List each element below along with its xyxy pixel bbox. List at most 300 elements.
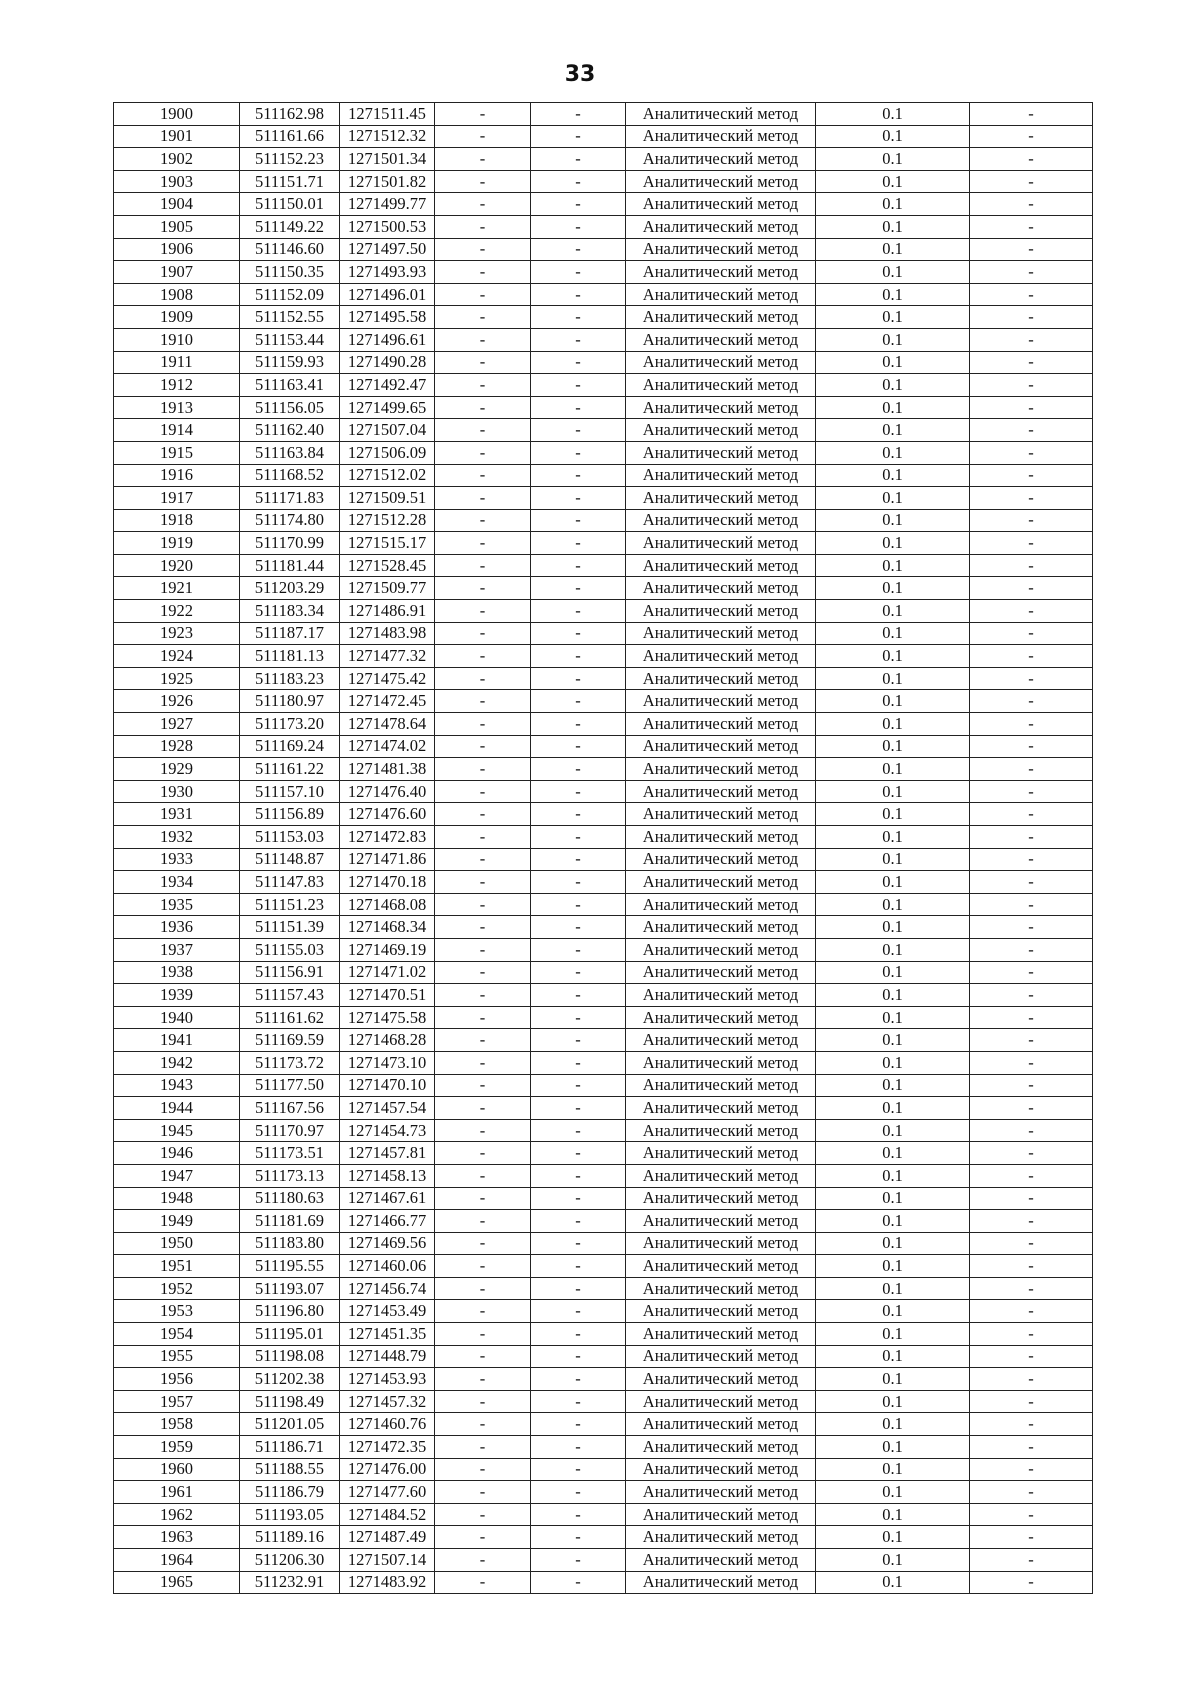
dash-cell: -	[531, 1571, 626, 1594]
dash-cell: -	[435, 306, 531, 329]
dash-cell: -	[435, 1436, 531, 1459]
method-cell: Аналитический метод	[626, 1300, 816, 1323]
method-cell: Аналитический метод	[626, 125, 816, 148]
method-cell: Аналитический метод	[626, 261, 816, 284]
point-number-cell: 1911	[114, 351, 240, 374]
accuracy-cell: 0.1	[816, 667, 970, 690]
method-cell: Аналитический метод	[626, 374, 816, 397]
method-cell: Аналитический метод	[626, 351, 816, 374]
x-coordinate-cell: 511180.63	[240, 1187, 340, 1210]
x-coordinate-cell: 511153.44	[240, 328, 340, 351]
y-coordinate-cell: 1271470.18	[340, 871, 435, 894]
table-row	[114, 1390, 1093, 1413]
dash-cell: -	[531, 826, 626, 849]
dash-cell: -	[531, 148, 626, 171]
dash-cell: -	[531, 871, 626, 894]
method-cell: Аналитический метод	[626, 1051, 816, 1074]
table-row	[114, 193, 1093, 216]
accuracy-cell: 0.1	[816, 848, 970, 871]
dash-cell: -	[970, 1164, 1093, 1187]
dash-cell: -	[970, 374, 1093, 397]
y-coordinate-cell: 1271501.82	[340, 170, 435, 193]
table-row	[114, 735, 1093, 758]
dash-cell: -	[531, 1210, 626, 1233]
dash-cell: -	[435, 961, 531, 984]
dash-cell: -	[970, 938, 1093, 961]
dash-cell: -	[435, 1300, 531, 1323]
y-coordinate-cell: 1271478.64	[340, 713, 435, 736]
dash-cell: -	[531, 193, 626, 216]
dash-cell: -	[531, 690, 626, 713]
table-row	[114, 961, 1093, 984]
point-number-cell: 1944	[114, 1097, 240, 1120]
dash-cell: -	[531, 1074, 626, 1097]
dash-cell: -	[531, 1481, 626, 1504]
y-coordinate-cell: 1271472.35	[340, 1436, 435, 1459]
accuracy-cell: 0.1	[816, 1051, 970, 1074]
accuracy-cell: 0.1	[816, 464, 970, 487]
dash-cell: -	[531, 984, 626, 1007]
table-row	[114, 1549, 1093, 1572]
dash-cell: -	[435, 328, 531, 351]
dash-cell: -	[970, 893, 1093, 916]
point-number-cell: 1929	[114, 758, 240, 781]
accuracy-cell: 0.1	[816, 938, 970, 961]
table-row	[114, 1142, 1093, 1165]
point-number-cell: 1908	[114, 283, 240, 306]
table-row	[114, 1187, 1093, 1210]
y-coordinate-cell: 1271471.86	[340, 848, 435, 871]
x-coordinate-cell: 511156.91	[240, 961, 340, 984]
y-coordinate-cell: 1271484.52	[340, 1503, 435, 1526]
y-coordinate-cell: 1271481.38	[340, 758, 435, 781]
dash-cell: -	[970, 826, 1093, 849]
point-number-cell: 1932	[114, 826, 240, 849]
accuracy-cell: 0.1	[816, 1503, 970, 1526]
method-cell: Аналитический метод	[626, 170, 816, 193]
table-row	[114, 1210, 1093, 1233]
dash-cell: -	[435, 1255, 531, 1278]
dash-cell: -	[970, 396, 1093, 419]
method-cell: Аналитический метод	[626, 306, 816, 329]
dash-cell: -	[970, 328, 1093, 351]
table-row	[114, 1164, 1093, 1187]
dash-cell: -	[531, 396, 626, 419]
point-number-cell: 1917	[114, 487, 240, 510]
y-coordinate-cell: 1271468.34	[340, 916, 435, 939]
y-coordinate-cell: 1271448.79	[340, 1345, 435, 1368]
table-row	[114, 871, 1093, 894]
point-number-cell: 1940	[114, 1006, 240, 1029]
dash-cell: -	[970, 1571, 1093, 1594]
table-row	[114, 690, 1093, 713]
dash-cell: -	[531, 1390, 626, 1413]
dash-cell: -	[435, 148, 531, 171]
y-coordinate-cell: 1271483.92	[340, 1571, 435, 1594]
dash-cell: -	[435, 1097, 531, 1120]
table-row	[114, 780, 1093, 803]
accuracy-cell: 0.1	[816, 238, 970, 261]
x-coordinate-cell: 511162.98	[240, 103, 340, 126]
method-cell: Аналитический метод	[626, 1232, 816, 1255]
table-row	[114, 622, 1093, 645]
table-row	[114, 125, 1093, 148]
accuracy-cell: 0.1	[816, 215, 970, 238]
dash-cell: -	[435, 103, 531, 126]
dash-cell: -	[531, 1436, 626, 1459]
method-cell: Аналитический метод	[626, 1458, 816, 1481]
dash-cell: -	[435, 215, 531, 238]
y-coordinate-cell: 1271509.77	[340, 577, 435, 600]
method-cell: Аналитический метод	[626, 1187, 816, 1210]
dash-cell: -	[531, 464, 626, 487]
x-coordinate-cell: 511168.52	[240, 464, 340, 487]
table-row	[114, 1255, 1093, 1278]
x-coordinate-cell: 511173.72	[240, 1051, 340, 1074]
accuracy-cell: 0.1	[816, 1142, 970, 1165]
method-cell: Аналитический метод	[626, 871, 816, 894]
accuracy-cell: 0.1	[816, 1119, 970, 1142]
y-coordinate-cell: 1271515.17	[340, 532, 435, 555]
y-coordinate-cell: 1271457.54	[340, 1097, 435, 1120]
dash-cell: -	[970, 1255, 1093, 1278]
point-number-cell: 1938	[114, 961, 240, 984]
method-cell: Аналитический метод	[626, 1413, 816, 1436]
method-cell: Аналитический метод	[626, 780, 816, 803]
table-row	[114, 1119, 1093, 1142]
x-coordinate-cell: 511149.22	[240, 215, 340, 238]
dash-cell: -	[435, 509, 531, 532]
x-coordinate-cell: 511193.05	[240, 1503, 340, 1526]
x-coordinate-cell: 511169.59	[240, 1029, 340, 1052]
dash-cell: -	[435, 261, 531, 284]
dash-cell: -	[531, 848, 626, 871]
x-coordinate-cell: 511195.55	[240, 1255, 340, 1278]
point-number-cell: 1963	[114, 1526, 240, 1549]
accuracy-cell: 0.1	[816, 1232, 970, 1255]
x-coordinate-cell: 511180.97	[240, 690, 340, 713]
point-number-cell: 1928	[114, 735, 240, 758]
table-row	[114, 600, 1093, 623]
dash-cell: -	[531, 261, 626, 284]
x-coordinate-cell: 511161.62	[240, 1006, 340, 1029]
table-row	[114, 170, 1093, 193]
dash-cell: -	[970, 509, 1093, 532]
table-row	[114, 1074, 1093, 1097]
dash-cell: -	[435, 916, 531, 939]
table-row	[114, 1097, 1093, 1120]
dash-cell: -	[531, 125, 626, 148]
point-number-cell: 1937	[114, 938, 240, 961]
y-coordinate-cell: 1271469.56	[340, 1232, 435, 1255]
x-coordinate-cell: 511152.55	[240, 306, 340, 329]
accuracy-cell: 0.1	[816, 1413, 970, 1436]
point-number-cell: 1922	[114, 600, 240, 623]
dash-cell: -	[970, 1549, 1093, 1572]
dash-cell: -	[435, 713, 531, 736]
method-cell: Аналитический метод	[626, 554, 816, 577]
point-number-cell: 1961	[114, 1481, 240, 1504]
x-coordinate-cell: 511162.40	[240, 419, 340, 442]
y-coordinate-cell: 1271476.00	[340, 1458, 435, 1481]
method-cell: Аналитический метод	[626, 1526, 816, 1549]
point-number-cell: 1933	[114, 848, 240, 871]
y-coordinate-cell: 1271477.60	[340, 1481, 435, 1504]
dash-cell: -	[531, 328, 626, 351]
method-cell: Аналитический метод	[626, 148, 816, 171]
accuracy-cell: 0.1	[816, 1571, 970, 1594]
x-coordinate-cell: 511159.93	[240, 351, 340, 374]
dash-cell: -	[970, 735, 1093, 758]
x-coordinate-cell: 511151.71	[240, 170, 340, 193]
point-number-cell: 1901	[114, 125, 240, 148]
method-cell: Аналитический метод	[626, 1029, 816, 1052]
y-coordinate-cell: 1271500.53	[340, 215, 435, 238]
dash-cell: -	[531, 1187, 626, 1210]
table-row	[114, 464, 1093, 487]
accuracy-cell: 0.1	[816, 1323, 970, 1346]
accuracy-cell: 0.1	[816, 1300, 970, 1323]
y-coordinate-cell: 1271467.61	[340, 1187, 435, 1210]
dash-cell: -	[970, 441, 1093, 464]
point-number-cell: 1960	[114, 1458, 240, 1481]
x-coordinate-cell: 511151.39	[240, 916, 340, 939]
y-coordinate-cell: 1271468.28	[340, 1029, 435, 1052]
dash-cell: -	[970, 758, 1093, 781]
dash-cell: -	[435, 826, 531, 849]
dash-cell: -	[531, 1549, 626, 1572]
dash-cell: -	[435, 351, 531, 374]
y-coordinate-cell: 1271499.77	[340, 193, 435, 216]
dash-cell: -	[970, 984, 1093, 1007]
accuracy-cell: 0.1	[816, 374, 970, 397]
point-number-cell: 1962	[114, 1503, 240, 1526]
dash-cell: -	[970, 848, 1093, 871]
dash-cell: -	[531, 961, 626, 984]
point-number-cell: 1948	[114, 1187, 240, 1210]
table-row	[114, 374, 1093, 397]
table-row	[114, 532, 1093, 555]
dash-cell: -	[435, 419, 531, 442]
y-coordinate-cell: 1271471.02	[340, 961, 435, 984]
method-cell: Аналитический метод	[626, 1481, 816, 1504]
method-cell: Аналитический метод	[626, 600, 816, 623]
table-row	[114, 916, 1093, 939]
point-number-cell: 1952	[114, 1277, 240, 1300]
table-row	[114, 758, 1093, 781]
method-cell: Аналитический метод	[626, 713, 816, 736]
x-coordinate-cell: 511161.66	[240, 125, 340, 148]
dash-cell: -	[531, 103, 626, 126]
x-coordinate-cell: 511198.49	[240, 1390, 340, 1413]
dash-cell: -	[970, 351, 1093, 374]
method-cell: Аналитический метод	[626, 1277, 816, 1300]
dash-cell: -	[435, 464, 531, 487]
accuracy-cell: 0.1	[816, 871, 970, 894]
dash-cell: -	[435, 238, 531, 261]
dash-cell: -	[970, 238, 1093, 261]
accuracy-cell: 0.1	[816, 1277, 970, 1300]
method-cell: Аналитический метод	[626, 961, 816, 984]
dash-cell: -	[435, 600, 531, 623]
method-cell: Аналитический метод	[626, 1255, 816, 1278]
accuracy-cell: 0.1	[816, 1436, 970, 1459]
dash-cell: -	[435, 396, 531, 419]
dash-cell: -	[970, 803, 1093, 826]
table-row	[114, 1368, 1093, 1391]
dash-cell: -	[531, 713, 626, 736]
y-coordinate-cell: 1271490.28	[340, 351, 435, 374]
x-coordinate-cell: 511157.43	[240, 984, 340, 1007]
method-cell: Аналитический метод	[626, 1345, 816, 1368]
accuracy-cell: 0.1	[816, 1549, 970, 1572]
dash-cell: -	[531, 667, 626, 690]
dash-cell: -	[435, 690, 531, 713]
x-coordinate-cell: 511186.79	[240, 1481, 340, 1504]
dash-cell: -	[435, 283, 531, 306]
x-coordinate-cell: 511181.13	[240, 645, 340, 668]
point-number-cell: 1949	[114, 1210, 240, 1233]
dash-cell: -	[531, 1300, 626, 1323]
accuracy-cell: 0.1	[816, 283, 970, 306]
accuracy-cell: 0.1	[816, 193, 970, 216]
x-coordinate-cell: 511152.09	[240, 283, 340, 306]
dash-cell: -	[435, 125, 531, 148]
accuracy-cell: 0.1	[816, 1097, 970, 1120]
dash-cell: -	[970, 1210, 1093, 1233]
table-row	[114, 419, 1093, 442]
x-coordinate-cell: 511201.05	[240, 1413, 340, 1436]
method-cell: Аналитический метод	[626, 848, 816, 871]
method-cell: Аналитический метод	[626, 1323, 816, 1346]
method-cell: Аналитический метод	[626, 193, 816, 216]
x-coordinate-cell: 511153.03	[240, 826, 340, 849]
table-row	[114, 1526, 1093, 1549]
dash-cell: -	[531, 170, 626, 193]
method-cell: Аналитический метод	[626, 1119, 816, 1142]
point-number-cell: 1965	[114, 1571, 240, 1594]
table-row	[114, 509, 1093, 532]
dash-cell: -	[531, 1232, 626, 1255]
dash-cell: -	[531, 215, 626, 238]
table-row	[114, 554, 1093, 577]
point-number-cell: 1946	[114, 1142, 240, 1165]
dash-cell: -	[435, 1413, 531, 1436]
x-coordinate-cell: 511156.89	[240, 803, 340, 826]
method-cell: Аналитический метод	[626, 487, 816, 510]
dash-cell: -	[970, 1368, 1093, 1391]
point-number-cell: 1924	[114, 645, 240, 668]
accuracy-cell: 0.1	[816, 1368, 970, 1391]
accuracy-cell: 0.1	[816, 103, 970, 126]
accuracy-cell: 0.1	[816, 441, 970, 464]
dash-cell: -	[435, 1051, 531, 1074]
accuracy-cell: 0.1	[816, 758, 970, 781]
method-cell: Аналитический метод	[626, 509, 816, 532]
y-coordinate-cell: 1271506.09	[340, 441, 435, 464]
accuracy-cell: 0.1	[816, 916, 970, 939]
dash-cell: -	[970, 600, 1093, 623]
point-number-cell: 1915	[114, 441, 240, 464]
table-row	[114, 103, 1093, 126]
dash-cell: -	[970, 1097, 1093, 1120]
dash-cell: -	[970, 1029, 1093, 1052]
table-row	[114, 893, 1093, 916]
dash-cell: -	[531, 1051, 626, 1074]
accuracy-cell: 0.1	[816, 170, 970, 193]
accuracy-cell: 0.1	[816, 306, 970, 329]
y-coordinate-cell: 1271457.32	[340, 1390, 435, 1413]
dash-cell: -	[970, 1481, 1093, 1504]
point-number-cell: 1914	[114, 419, 240, 442]
method-cell: Аналитический метод	[626, 464, 816, 487]
x-coordinate-cell: 511151.23	[240, 893, 340, 916]
table-row	[114, 1436, 1093, 1459]
dash-cell: -	[970, 871, 1093, 894]
dash-cell: -	[435, 1368, 531, 1391]
accuracy-cell: 0.1	[816, 554, 970, 577]
dash-cell: -	[531, 1458, 626, 1481]
accuracy-cell: 0.1	[816, 1210, 970, 1233]
point-number-cell: 1956	[114, 1368, 240, 1391]
y-coordinate-cell: 1271477.32	[340, 645, 435, 668]
accuracy-cell: 0.1	[816, 622, 970, 645]
accuracy-cell: 0.1	[816, 803, 970, 826]
dash-cell: -	[531, 351, 626, 374]
dash-cell: -	[970, 622, 1093, 645]
x-coordinate-cell: 511169.24	[240, 735, 340, 758]
y-coordinate-cell: 1271493.93	[340, 261, 435, 284]
dash-cell: -	[970, 1051, 1093, 1074]
dash-cell: -	[531, 577, 626, 600]
dash-cell: -	[435, 758, 531, 781]
method-cell: Аналитический метод	[626, 690, 816, 713]
x-coordinate-cell: 511181.44	[240, 554, 340, 577]
dash-cell: -	[435, 622, 531, 645]
table-row	[114, 283, 1093, 306]
dash-cell: -	[531, 283, 626, 306]
method-cell: Аналитический метод	[626, 645, 816, 668]
dash-cell: -	[970, 645, 1093, 668]
point-number-cell: 1925	[114, 667, 240, 690]
dash-cell: -	[531, 1526, 626, 1549]
accuracy-cell: 0.1	[816, 1458, 970, 1481]
accuracy-cell: 0.1	[816, 984, 970, 1007]
y-coordinate-cell: 1271456.74	[340, 1277, 435, 1300]
dash-cell: -	[970, 419, 1093, 442]
y-coordinate-cell: 1271495.58	[340, 306, 435, 329]
accuracy-cell: 0.1	[816, 713, 970, 736]
method-cell: Аналитический метод	[626, 984, 816, 1007]
y-coordinate-cell: 1271474.02	[340, 735, 435, 758]
method-cell: Аналитический метод	[626, 103, 816, 126]
x-coordinate-cell: 511171.83	[240, 487, 340, 510]
y-coordinate-cell: 1271468.08	[340, 893, 435, 916]
method-cell: Аналитический метод	[626, 893, 816, 916]
x-coordinate-cell: 511170.99	[240, 532, 340, 555]
dash-cell: -	[435, 803, 531, 826]
method-cell: Аналитический метод	[626, 419, 816, 442]
x-coordinate-cell: 511163.84	[240, 441, 340, 464]
dash-cell: -	[970, 1187, 1093, 1210]
method-cell: Аналитический метод	[626, 803, 816, 826]
point-number-cell: 1931	[114, 803, 240, 826]
dash-cell: -	[970, 464, 1093, 487]
dash-cell: -	[435, 1142, 531, 1165]
method-cell: Аналитический метод	[626, 215, 816, 238]
y-coordinate-cell: 1271451.35	[340, 1323, 435, 1346]
dash-cell: -	[970, 1277, 1093, 1300]
